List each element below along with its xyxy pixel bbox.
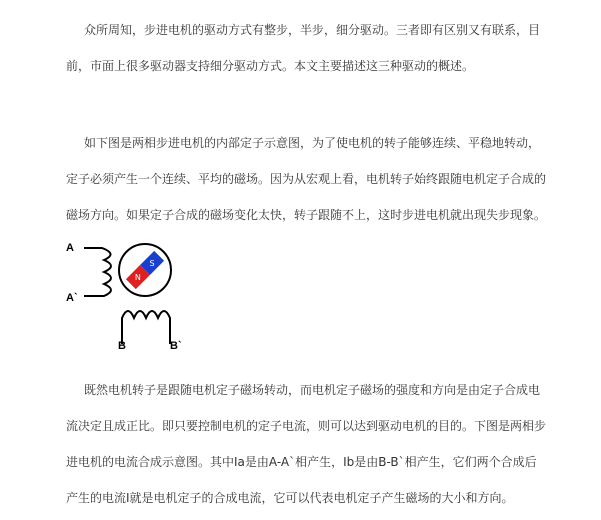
coil-b-winding [122, 311, 170, 344]
paragraph-line: 进电机的电流合成示意图。其中Ia是由A-A`相产生，Ib是由B-B`相产生，它们两个合成后 [66, 455, 537, 469]
magnet-n-label: N [134, 273, 141, 283]
paragraph-line: 如下图是两相步进电机的内部定子示意图，为了使电机的转子能够连续、平稳地转动， [84, 136, 541, 150]
paragraph-line: 既然电机转子是跟随电机定子磁场转动，而电机定子磁场的强度和方向是由定子合成电 [84, 383, 541, 397]
paragraph-line: 前，市面上很多驱动器支持细分驱动方式。本文主要描述这三种驱动的概述。 [66, 59, 475, 73]
magnet-s-label: S [149, 258, 155, 268]
paragraph-stator-description [66, 125, 586, 233]
label-b-prime: B` [170, 340, 182, 352]
paragraph-line: 众所周知，步进电机的驱动方式有整步，半步，细分驱动。三者即有区别又有联系，目 [84, 23, 541, 37]
paragraph-line: 产生的电流I就是电机定子的合成电流，它可以代表电机定子产生磁场的大小和方向。 [66, 491, 514, 505]
paragraph-line: 流决定且成正比。即只要控制电机的定子电流，则可以达到驱动电机的目的。下图是两相步 [66, 419, 547, 433]
paragraph-line: 定子必须产生一个连续、平均的磁场。因为从宏观上看，电机转子始终跟随电机定子合成的 [66, 172, 547, 186]
stator-diagram-drawing [62, 236, 192, 356]
label-b: B [118, 340, 126, 352]
paragraph-line: 磁场方向。如果定子合成的磁场变化太快，转子跟随不上，这时步进电机就出现失步现象。 [66, 208, 547, 222]
rotor-magnet [126, 251, 164, 289]
paragraph-current-synthesis [66, 372, 586, 516]
paragraph-intro [66, 12, 586, 84]
label-a-prime: A` [66, 292, 78, 304]
stator-diagram [62, 236, 192, 356]
coil-a-winding [84, 248, 111, 296]
label-a: A [66, 242, 74, 254]
